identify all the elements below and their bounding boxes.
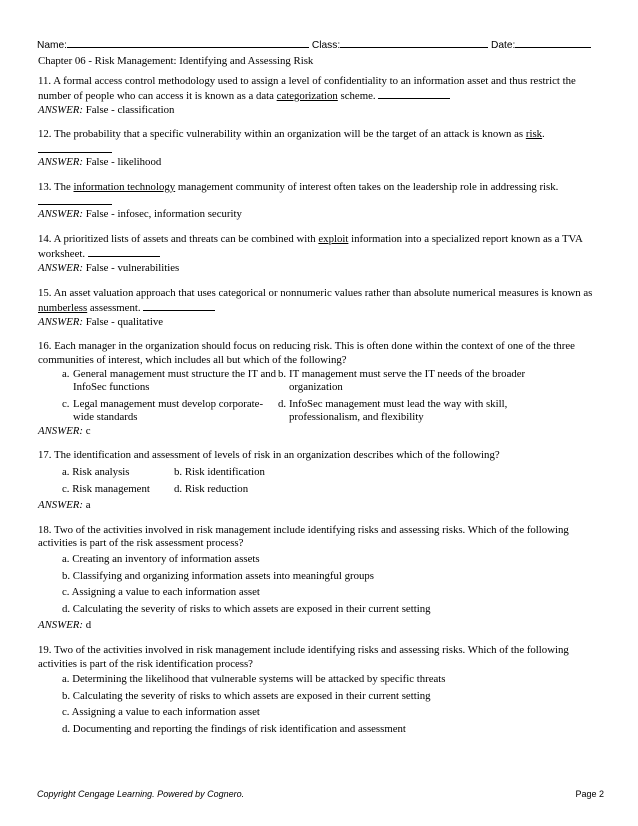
question-14 [38,233,600,276]
q18-option-b: b. Classifying and organizing information assets into meaningful groups [62,569,374,582]
class-blank [340,37,488,48]
answer-label: ANSWER: [38,261,83,274]
q17-answer: a [85,499,91,512]
q16-option-d [278,398,539,425]
answer-label: ANSWER: [38,499,83,512]
option-letter: c. [62,482,70,495]
questions-content [38,55,600,748]
q13-text-end: management community of interest often takes on the leadership role in addressing risk. [175,180,559,193]
q18-text: 18. Two of the activities involved in risk management include identifying risks and assessing risks. Which of the following activities is part of the risk assessment process? [38,523,569,550]
q16-answer: c [85,424,91,437]
q17-text: 17. The identification and assessment of levels of risk in an organization describes which of the following? [38,449,500,462]
q13-answer: False - infosec, information security [85,208,242,221]
q13-blank [38,194,112,205]
name-label: Name: [37,40,68,51]
answer-label: ANSWER: [38,208,83,221]
question-19 [38,644,600,737]
q18-option-d: d. Calculating the severity of risks to which assets are exposed in their current setting [62,602,431,615]
option-letter: b. [278,367,287,380]
option-letter: a. [62,466,70,479]
q19-text: 19. Two of the activities involved in risk management include identifying risks and assessing risks. Which of the following activities is part of the risk identification process? [38,644,569,670]
q12-text: 12. The probability that a specific vulnerability within an organization will be the target of an attack is known as [38,128,526,141]
option-letter: a. [62,367,70,380]
q17-option-b [174,466,265,480]
question-11 [38,75,600,118]
option-text: Risk analysis [72,466,130,479]
q14-text-end: information into a specialized report known as a TVA worksheet. [38,232,583,261]
q11-text: 11. A formal access control methodology used to assign a level of confidentiality to an information asset and thus restrict the number of people who can access it is known as a data [38,74,576,103]
option-text: Risk reduction [184,482,249,495]
q16-option-b [278,368,539,395]
q16-options-row-1 [62,368,600,395]
q17-option-c [62,483,174,497]
q17-option-d [174,483,248,497]
answer-label: ANSWER: [38,315,83,328]
q15-answer: False - qualitative [85,315,164,328]
q11-blank [378,88,450,99]
q13-underlined: information technology [73,180,176,193]
option-text: InfoSec management must lead the way with skill, professionalism, and flexibility [289,397,508,424]
q11-underlined: categorization [276,90,338,103]
date-label: Date: [491,40,516,51]
answer-label: ANSWER: [38,155,83,168]
name-blank [67,37,309,48]
q15-text-end: assessment. [87,302,144,315]
option-text: Risk identification [184,466,265,479]
question-16 [38,340,600,438]
q17-option-a [62,466,174,480]
q17-options-row-2 [62,483,600,497]
q19-option-c: c. Assigning a value to each information asset [62,706,260,719]
date-blank [515,37,591,48]
question-12 [38,128,600,169]
q16-options-row-2 [62,398,600,425]
q17-options-row-1 [62,466,600,480]
q13-text: 13. The [38,180,74,193]
copyright-text: Copyright Cengage Learning. Powered by Cognero. [37,789,245,799]
q16-option-c [62,398,278,425]
q14-blank [88,246,160,257]
q18-option-c: c. Assigning a value to each information asset [62,586,260,599]
q14-underlined: exploit [318,232,349,245]
q12-blank [38,142,112,153]
option-letter: c. [62,397,70,410]
q15-blank [143,300,215,311]
q19-option-d: d. Documenting and reporting the findings of risk identification and assessment [62,722,406,735]
answer-label: ANSWER: [38,619,83,632]
q14-text: 14. A prioritized lists of assets and threats can be combined with [38,232,319,245]
q11-text-end: scheme. [337,90,379,103]
q12-underlined: risk [525,128,543,141]
question-17 [38,449,600,512]
q18-option-a: a. Creating an inventory of information assets [62,553,260,566]
chapter-title: Chapter 06 - Risk Management: Identifying and Assessing Risk [38,55,314,67]
question-13 [38,181,600,222]
page-number: Page 2 [575,789,604,799]
option-letter: d. [278,397,287,410]
q12-answer: False - likelihood [85,155,162,168]
q12-text-end: . [542,128,545,141]
q11-answer: False - classification [85,103,175,116]
answer-label: ANSWER: [38,103,83,116]
q19-option-a: a. Determining the likelihood that vulnerable systems will be attacked by specific threats [62,673,446,686]
question-15 [38,287,600,330]
q16-text: 16. Each manager in the organization should focus on reducing risk. This is often done within the context of one of the three communities of interest, which includes all but which of the following? [38,340,575,366]
answer-label: ANSWER: [38,424,83,437]
page-footer [37,789,604,799]
q14-answer: False - vulnerabilities [85,261,180,274]
option-letter: b. [174,466,183,479]
option-text: Legal management must develop corporate-wide standards [73,397,264,424]
q18-answer: d [85,619,92,632]
option-text: IT management must serve the IT needs of the broader organization [289,367,526,394]
q16-option-a [62,368,278,395]
q15-underlined: numberless [38,302,88,315]
option-text: General management must structure the IT and InfoSec functions [73,367,277,394]
question-18 [38,524,600,633]
option-letter: d. [174,482,183,495]
class-label: Class: [311,40,341,51]
header-fields [37,37,604,52]
q15-text: 15. An asset valuation approach that uses categorical or nonnumeric values rather than absolute numerical measures is known as [38,286,593,299]
option-text: Risk management [72,482,150,495]
q19-option-b: b. Calculating the severity of risks to which assets are exposed in their current setting [62,689,431,702]
